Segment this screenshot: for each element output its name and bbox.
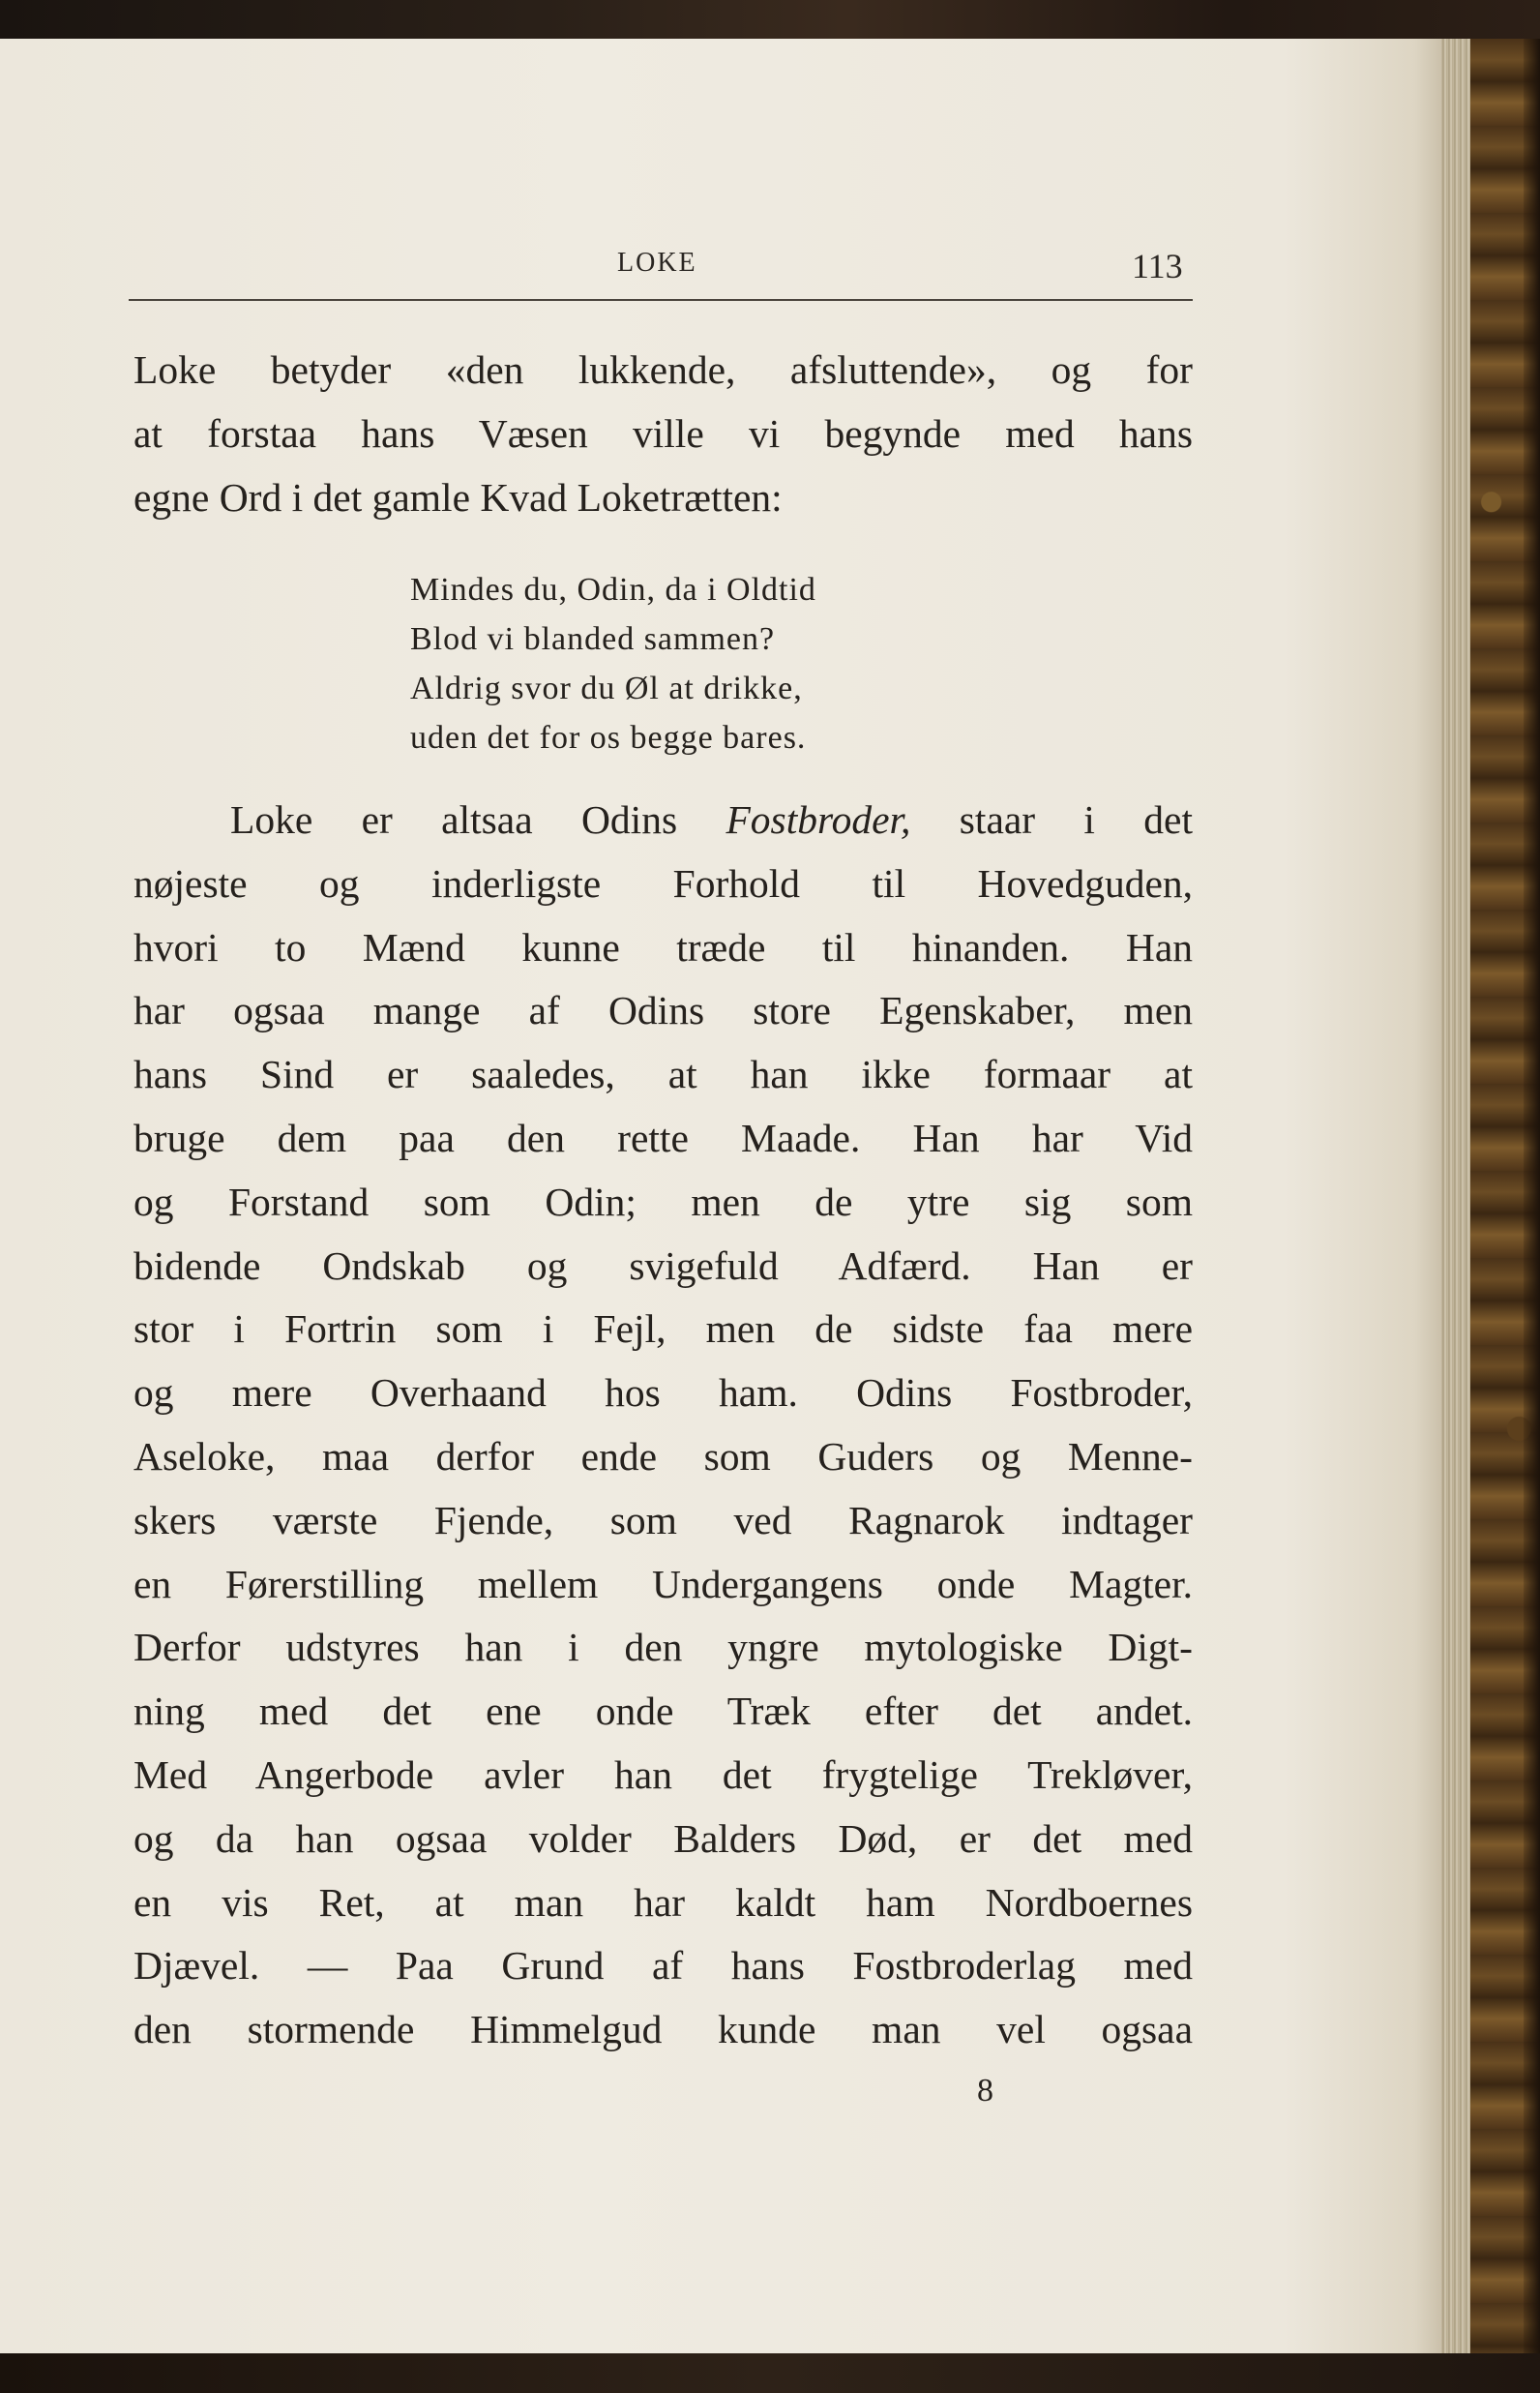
text-segment: Loke er altsaa Odins <box>230 797 726 842</box>
italic-term: Fostbroder, <box>726 797 911 842</box>
text-segment: staar i det <box>910 797 1193 842</box>
text-line: bidende Ondskab og svigefuld Adfærd. Han er <box>133 1242 1193 1288</box>
binding-shadow <box>1524 39 1540 2355</box>
text-line: skers værste Fjende, som ved Ragnarok indtager <box>133 1497 1193 1542</box>
paragraph-2 <box>133 789 1193 2062</box>
text-line: Loke betyder «den lukkende, afsluttende», og for <box>133 347 1193 392</box>
scan-top-edge <box>0 0 1540 41</box>
text-line: og da han ogsaa volder Balders Død, er det med <box>133 1815 1193 1861</box>
text-line: Aseloke, maa derfor ende som Guders og Menne- <box>133 1433 1193 1479</box>
text-line: en Førerstilling mellem Undergangens onde Magter. <box>133 1561 1193 1606</box>
header-rule <box>129 299 1193 301</box>
text-line: har ogsaa mange af Odins store Egenskaber, men <box>133 988 1193 1033</box>
text-line: stor i Fortrin som i Fejl, men de sidste faa mere <box>133 1306 1193 1352</box>
text-line: Djævel. — Paa Grund af hans Fostbroderlag med <box>133 1943 1193 1989</box>
page-number: 113 <box>1132 247 1183 285</box>
text-line: den stormende Himmelgud kunde man vel ogsaa <box>133 2007 1193 2052</box>
verse-line: Blod vi blanded sammen? <box>410 621 776 657</box>
verse-quote <box>410 565 816 763</box>
verse-line: uden det for os begge bares. <box>410 720 807 756</box>
text-line: at forstaa hans Væsen ville vi begynde med hans <box>133 410 1193 456</box>
text-line: nøjeste og inderligste Forhold til Hovedguden, <box>133 860 1193 906</box>
text-line: og Forstand som Odin; men de ytre sig som <box>133 1179 1193 1224</box>
text-line: Derfor udstyres han i den yngre mytologiske Digt- <box>133 1625 1193 1670</box>
paragraph-1 <box>133 339 1193 529</box>
scan-bottom-edge <box>0 2353 1540 2393</box>
text-line: og mere Overhaand hos ham. Odins Fostbroder, <box>133 1370 1193 1416</box>
text-line: ning med det ene onde Træk efter det andet. <box>133 1689 1193 1734</box>
text-line: egne Ord i det gamle Kvad Loketrætten: <box>133 474 783 520</box>
verse-line: Mindes du, Odin, da i Oldtid <box>410 572 816 608</box>
text-line <box>133 789 1193 853</box>
page-edges <box>1441 39 1470 2355</box>
text-line: hans Sind er saaledes, at han ikke formaar at <box>133 1052 1193 1097</box>
text-line: bruge dem paa den rette Maade. Han har Vid <box>133 1115 1193 1160</box>
running-head: LOKE <box>617 248 697 278</box>
text-line: hvori to Mænd kunne træde til hinanden. Han <box>133 924 1193 970</box>
text-line: en vis Ret, at man har kaldt ham Nordboernes <box>133 1879 1193 1925</box>
verse-line: Aldrig svor du Øl at drikke, <box>410 671 803 706</box>
text-line: Med Angerbode avler han det frygtelige Trekløver, <box>133 1751 1193 1797</box>
signature-mark: 8 <box>977 2073 993 2109</box>
